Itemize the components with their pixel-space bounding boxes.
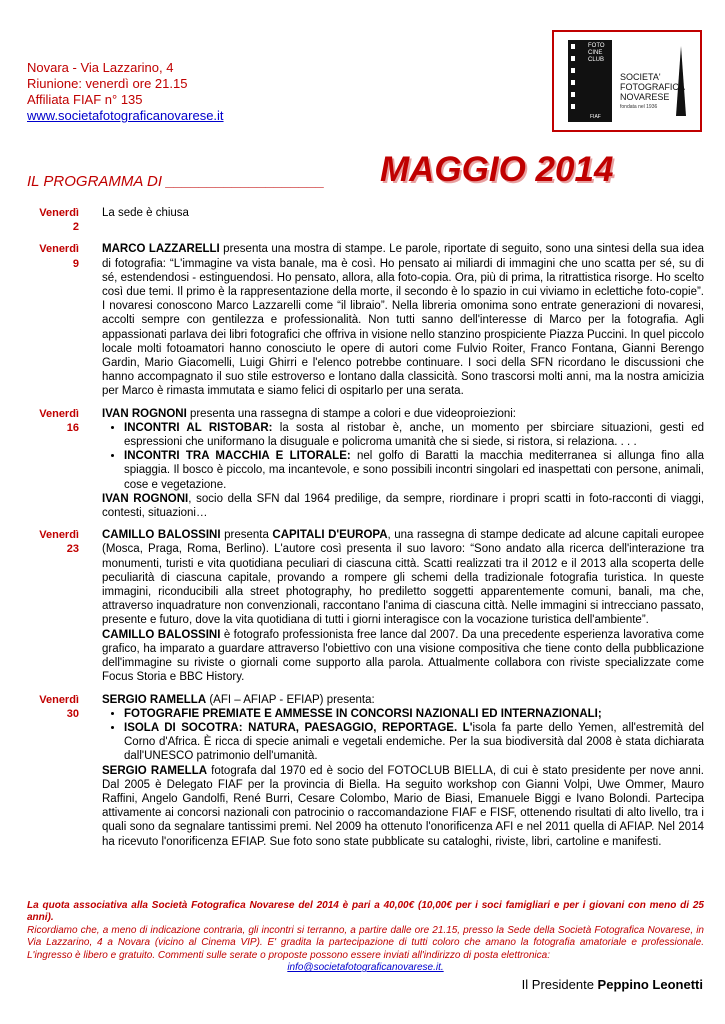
list-item: • INCONTRI AL RISTOBAR: la sosta al ristobar è, anche, un momento per sbirciare situazioni, gesti ed espressioni che uniformano la disuguale e policroma umanità che si siede, si ristora, si relaziona. . . . bbox=[124, 421, 704, 449]
website-link[interactable]: www.societafotograficanovarese.it bbox=[27, 108, 224, 123]
meeting-note: Ricordiamo che, a meno di indicazione contraria, gli incontri si terranno, a partire dalle ore 21.15, presso la Sede della Società Fotografica Novarese, in Via Lazzarino, 4 a Novara (vicino al Cinema VIP). E' gradita la partecipazione di tutti coloro che amano la fotografia amatoriale e professionale. L'ingresso è libero e gratuito. Commenti sulle serate o proposte possono essere inviati all'indirizzo di posta elettronica: bbox=[27, 924, 704, 961]
event-text: CAMILLO BALOSSINI presenta CAPITALI D'EUROPA, una rassegna di stampe dedicate ad alcune capitali europee (Mosca, Praga, Roma, Berlino). L'autore così presenta il suo lavoro: “Sono andato alla ricerca dell'interazione tra monumenti, turisti e vita quotidiana peculiari di ciascuna città. Scatti realizzati tra il 2012 e il 2013 alla scoperta delle peculiarità di ciascuna capitale, provando a rompere gli schemi della tradizionale fotografia turistica. In queste immagini, riconducibili alla street photography, ho prediletto soggetti apparentemente comuni, banali, ma che, attraverso inquadrature non convenzionali, raccontano l'anima di ciascuna città. Nelle immagini si intrecciano passato, presente e futuro, dove la vita quotidiana di tutti i giorni interagisce con la vocazione turistica dell'ambiente”. CAMILLO BALOSSINI è fotografo professionista free lance dal 2007. Da una precedente esperienza lavorativa come grafico, ha imparato a guardare attraverso l'obiettivo con una visione compositiva che tiene conto della pubblicazione dell'immagine su riviste o giornali come supporto alla parola. Attualmente collabora con riviste specializzate come Focus Storia e BBC History. bbox=[102, 529, 704, 684]
event-row bbox=[27, 242, 704, 398]
month-title: MAGGIO 2014 bbox=[380, 150, 614, 189]
event-row bbox=[27, 528, 704, 684]
logo-name: SOCIETA' FOTOGRAFICA NOVARESE bbox=[620, 72, 685, 102]
club-logo bbox=[552, 30, 702, 132]
logo-founded: fondata nel 1936 bbox=[620, 104, 658, 110]
affiliation: Affiliata FIAF n° 135 bbox=[27, 92, 143, 107]
meeting-time: Riunione: venerdì ore 21.15 bbox=[27, 76, 188, 91]
event-text: La sede è chiusa bbox=[102, 207, 189, 219]
event-day: Venerdì 9 bbox=[39, 243, 79, 270]
event-day: Venerdì 23 bbox=[39, 529, 79, 556]
program-title: IL PROGRAMMA DI ___________________ bbox=[27, 173, 325, 190]
event-row bbox=[27, 206, 704, 234]
event-day: Venerdì 16 bbox=[39, 407, 79, 434]
tower-icon bbox=[676, 46, 686, 116]
president-signature: Il Presidente Peppino Leonetti bbox=[521, 977, 703, 992]
footer-notes bbox=[27, 900, 704, 974]
email-link[interactable]: info@societafotograficanovarese.it. bbox=[287, 962, 444, 974]
header-info bbox=[27, 60, 224, 124]
event-row bbox=[27, 693, 704, 849]
address: Novara - Via Lazzarino, 4 bbox=[27, 60, 174, 75]
list-item: • FOTOGRAFIE PREMIATE E AMMESSE IN CONCORSI NAZIONALI ED INTERNAZIONALI; bbox=[124, 707, 704, 721]
event-row bbox=[27, 407, 704, 521]
event-text: IVAN ROGNONI presenta una rassegna di stampe a colori e due videoproiezioni: • INCONTRI AL RISTOBAR: la sosta al ristobar è, anche, un momento per sbirciare situazioni, gesti ed espressioni che uniformano la disuguale e policroma umanità che si siede, si ristora, si relaziona. . . . • INCONTRI TRA MACCHIA E LITORALE: nel golfo di Baratti la macchia mediterranea si allunga fino alla spiaggia. Il bosco è piccolo, ma incantevole, e sono possibili incontri singolari ed inaspettati con persone, animali, cose e vegetazione. IVAN ROGNONI, socio della SFN dal 1964 predilige, da sempre, riordinare i propri scatti in foto-racconti di viaggi, contesti, situazioni… bbox=[102, 407, 704, 521]
logo-fiaf: FIAF bbox=[590, 114, 601, 120]
list-item: • ISOLA DI SOCOTRA: NATURA, PAESAGGIO, REPORTAGE. L'isola fa parte dello Yemen, all'estremità del Corno d'Africa. È ricca di specie animali e vegetali endemiche. Per la sua biodiversità dal 2008 è stata dichiarata dall'UNESCO patrimonio dell'umanità. bbox=[124, 721, 704, 764]
logo-foto-cine-club: FOTO CINE CLUB bbox=[588, 43, 605, 63]
event-text: SERGIO RAMELLA (AFI – AFIAP - EFIAP) presenta: • FOTOGRAFIE PREMIATE E AMMESSE IN CONCORSI NAZIONALI ED INTERNAZIONALI; • ISOLA DI SOCOTRA: NATURA, PAESAGGIO, REPORTAGE. L'isola fa parte dello Yemen, all'estremità del Corno d'Africa. È ricca di specie animali e vegetali endemiche. Per la sua biodiversità dal 2008 è stata dichiarata dall'UNESCO patrimonio dell'umanità. SERGIO RAMELLA fotografa dal 1970 ed è socio del FOTOCLUB BIELLA, di cui è stato presidente per nove anni. Dal 2005 è Delegato FIAF per la provincia di Biella. Ha seguito workshop con Gianni Volpi, Uwe Ommer, Mauro Raffini, Angelo Gandolfi, René Burri, Cesare Colombo, Mario de Biasi, Emanuele Biggi e Ivano Bolondi. Partecipa attivamente ai concorsi nazionali con patrocinio o raccomandazione FIAF e FISF, ottenendo risultati di alto livello, tra i quali sono da segnalare tantissimi premi. Nel 2009 ha ottenuto l'onorificenza AFI e nel 2011 quella di AFIAP. Nel 2014 ha ricevuto l'onorificenza EFIAP. Sue foto sono state pubblicate su cataloghi, riviste, libri, cartoline e manifesti. bbox=[102, 693, 704, 849]
list-item: • INCONTRI TRA MACCHIA E LITORALE: nel golfo di Baratti la macchia mediterranea si allunga fino alla spiaggia. Il bosco è piccolo, ma incantevole, e sono possibili incontri singolari ed inaspettati con persone, animali, cose e vegetazione. bbox=[124, 449, 704, 492]
event-day: Venerdì 30 bbox=[39, 693, 79, 720]
event-text: MARCO LAZZARELLI presenta una mostra di stampe. Le parole, riportate di seguito, sono una sintesi della sua idea di fotografia: “L'immagine va vista banale, ma è così. Ho pensato ai miliardi di immagini che uno scatta per sé, su di sé, estendendosi - estinguendosi. Ho pensato, allora, alla foto-copia. Ora, più di prima, la ritrattistica risorge. Ho scelto così due temi. Il primo è la rappresentazione della morte, il secondo è lo spazio in cui viviamo in eclettiche foto-copie”. I novaresi conoscono Marco Lazzarelli come “il libraio”. Nella libreria omonima sono entrate generazioni di novaresi, accolti sempre con gentilezza e professionalità. Non tutti sanno dell'interesse di Marco per la fotografia. Agli appassionati parlava dei libri fotografici che offriva in visione nello stanzino prospiciente Piazza Puccini. In quel piccolo locale molti fotoamatori hanno conosciuto le opere di autori come Fulvio Roiter, Franco Fontana, Gianni Berengo Gardin, Mario Giacomelli, Luigi Ghirri e l'elenco potrebbe continuare. I soci della SFN ricordano le discussioni che hanno accompagnato il suo stile estroverso e lontano dalla classicità. Sono trascorsi molti anni, ma la nostra amicizia per Marco è rimasta immutata e siamo felici di ospitarlo per una serata. bbox=[102, 243, 704, 398]
events-list bbox=[27, 206, 704, 857]
event-day: Venerdì 2 bbox=[39, 207, 79, 234]
membership-fee: La quota associativa alla Società Fotografica Novarese del 2014 è pari a 40,00€ (10,00€ per i soci famigliari e per i giovani con meno di 25 anni). bbox=[27, 900, 704, 924]
